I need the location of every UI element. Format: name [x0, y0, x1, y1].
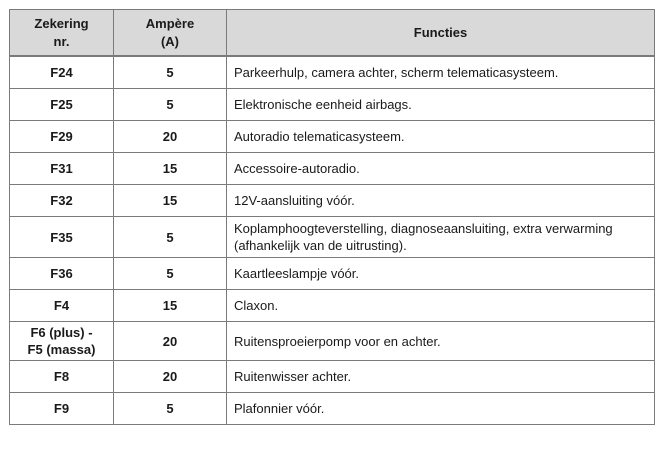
fuse-ampere: 5: [114, 393, 227, 425]
table-row: [10, 393, 655, 425]
fuse-ampere: 5: [114, 217, 227, 258]
fuse-ampere: 20: [114, 322, 227, 361]
fuse-function: Accessoire-autoradio.: [227, 153, 655, 185]
fuse-ampere: 15: [114, 185, 227, 217]
header-functions: Functies: [227, 10, 655, 57]
table-row: [10, 185, 655, 217]
table-body: [10, 56, 655, 425]
fuse-number: F35: [10, 217, 114, 258]
fuse-function: 12V-aansluiting vóór.: [227, 185, 655, 217]
fuse-ampere: 15: [114, 290, 227, 322]
fuse-ampere: 5: [114, 258, 227, 290]
table-row: [10, 290, 655, 322]
fuse-number: F29: [10, 121, 114, 153]
fuse-number: F36: [10, 258, 114, 290]
table-row: [10, 361, 655, 393]
fuse-ampere: 20: [114, 361, 227, 393]
fuse-function: Ruitensproeierpomp voor en achter.: [227, 322, 655, 361]
fuse-function: Plafonnier vóór.: [227, 393, 655, 425]
header-ampere: Ampère (A): [114, 10, 227, 57]
fuse-ampere: 15: [114, 153, 227, 185]
fuse-number: F31: [10, 153, 114, 185]
fuse-number: F9: [10, 393, 114, 425]
table-row: [10, 217, 655, 258]
fuse-function: Ruitenwisser achter.: [227, 361, 655, 393]
table-row: [10, 121, 655, 153]
fuse-number: F8: [10, 361, 114, 393]
header-fuse: Zekering nr.: [10, 10, 114, 57]
table-header: [10, 10, 655, 57]
fuse-function: Parkeerhulp, camera achter, scherm telematicasysteem.: [227, 56, 655, 89]
fuse-number: F25: [10, 89, 114, 121]
fuse-ampere: 5: [114, 56, 227, 89]
table-row: [10, 89, 655, 121]
table-row: [10, 258, 655, 290]
fuse-number: F4: [10, 290, 114, 322]
table-row: [10, 56, 655, 89]
fuse-number: F24: [10, 56, 114, 89]
fuse-function: Koplamphoogteverstelling, diagnoseaansluiting, extra verwarming (afhankelijk van de uitrusting).: [227, 217, 655, 258]
table-row: [10, 322, 655, 361]
table-row: [10, 153, 655, 185]
fuse-function: Claxon.: [227, 290, 655, 322]
fuse-ampere: 20: [114, 121, 227, 153]
fuse-number: F6 (plus) - F5 (massa): [10, 322, 114, 361]
fuse-function: Kaartleeslampje vóór.: [227, 258, 655, 290]
fuse-ampere: 5: [114, 89, 227, 121]
header-row: [10, 10, 655, 57]
fuse-table: [9, 9, 655, 425]
fuse-function: Autoradio telematicasysteem.: [227, 121, 655, 153]
fuse-function: Elektronische eenheid airbags.: [227, 89, 655, 121]
fuse-number: F32: [10, 185, 114, 217]
